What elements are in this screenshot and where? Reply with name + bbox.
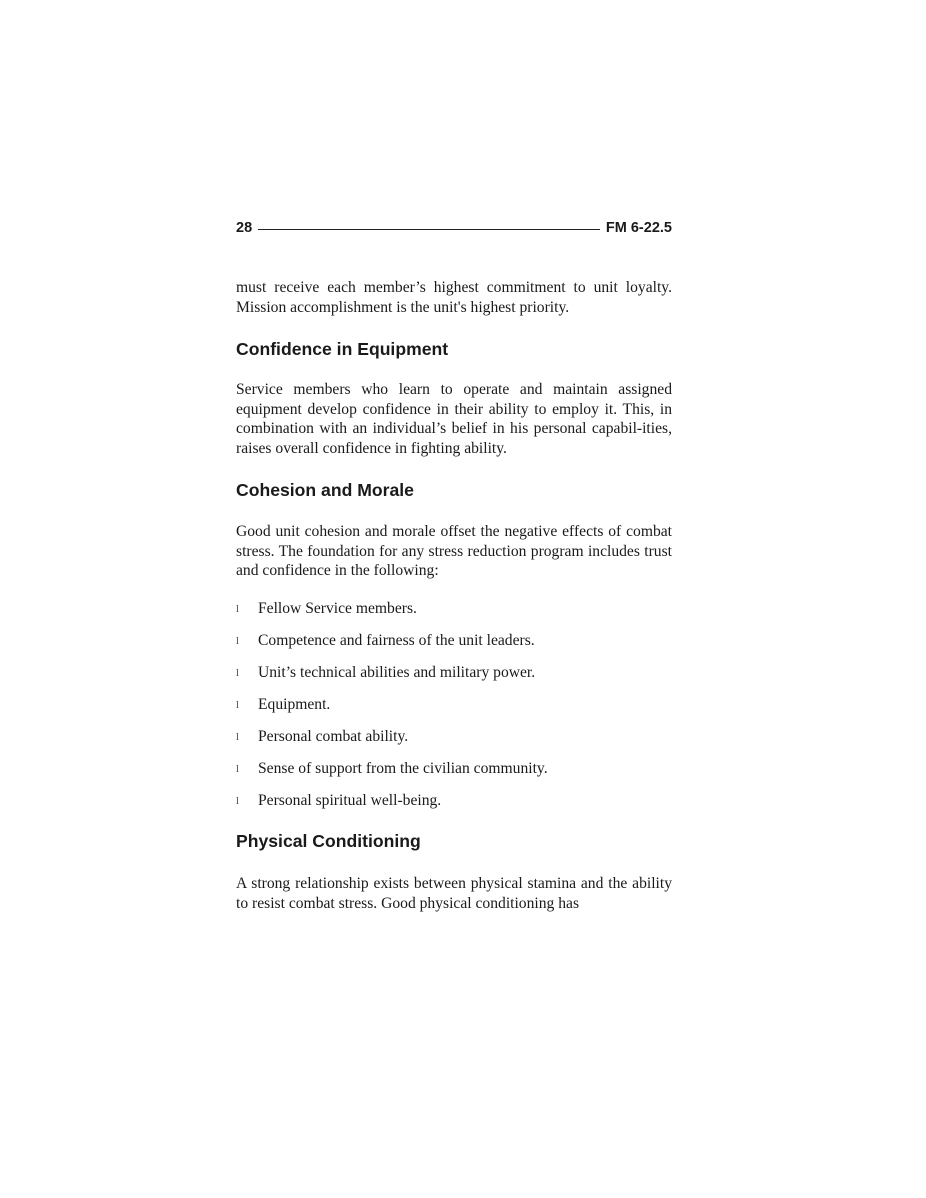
bullet-mark: l <box>236 732 239 743</box>
list-item <box>236 759 672 779</box>
section-cohesion-and-morale <box>236 479 672 501</box>
section-confidence-body <box>236 380 672 458</box>
bullet-mark: l <box>236 636 239 647</box>
page-number: 28 <box>236 220 253 236</box>
bullet-mark: l <box>236 700 239 711</box>
section-confidence-in-equipment <box>236 338 672 360</box>
intro-paragraph: must receive each member’s highest commitment to unit loyalty. Mission accomplishment is the unit's highest priority. <box>236 279 672 316</box>
section-cohesion-body <box>236 522 672 581</box>
list-item <box>236 695 672 715</box>
list-item <box>236 727 672 747</box>
section-heading: Cohesion and Morale <box>236 480 414 500</box>
running-header <box>236 218 672 238</box>
section-physical-conditioning <box>236 830 672 852</box>
section-physical-body <box>236 874 672 913</box>
section-paragraph: A strong relationship exists between physical stamina and the ability to resist combat stress. Good physical conditioning has <box>236 875 672 912</box>
header-rule <box>258 229 600 230</box>
section-heading: Physical Conditioning <box>236 831 421 851</box>
section-paragraph: Good unit cohesion and morale offset the negative effects of combat stress. The foundation for any stress reduction program includes trust and confidence in the following: <box>236 523 672 579</box>
bullet-mark: l <box>236 796 239 807</box>
list-item-text: Fellow Service members. <box>258 600 417 617</box>
list-item <box>236 791 672 811</box>
list-item-text: Personal combat ability. <box>258 728 409 745</box>
list-item <box>236 631 672 651</box>
manual-id: FM 6-22.5 <box>605 220 672 236</box>
list-item-text: Competence and fairness of the unit leaders. <box>258 632 535 649</box>
section-heading: Confidence in Equipment <box>236 339 449 359</box>
bullet-mark: l <box>236 764 239 775</box>
list-item-text: Sense of support from the civilian community. <box>258 760 548 777</box>
intro-block <box>236 278 672 317</box>
list-item-text: Unit’s technical abilities and military power. <box>258 664 536 681</box>
section-paragraph: Service members who learn to operate and maintain assigned equipment develop confidence in their ability to employ it. This, in combination with an individual’s belief in his personal capabil-ities, raises overall confidence in fighting ability. <box>236 381 672 457</box>
bullet-mark: l <box>236 604 239 615</box>
list-item <box>236 599 672 619</box>
list-item <box>236 663 672 683</box>
bullet-mark: l <box>236 668 239 679</box>
list-item-text: Equipment. <box>258 696 331 713</box>
list-item-text: Personal spiritual well-being. <box>258 792 442 809</box>
